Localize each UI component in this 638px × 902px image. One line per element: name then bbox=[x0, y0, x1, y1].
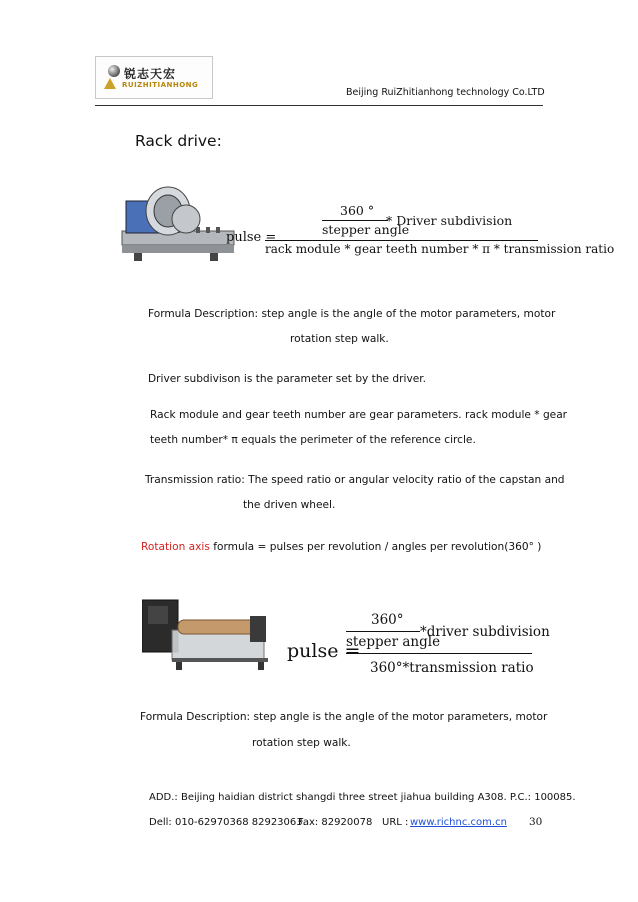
formula2-driver-subdivision: *driver subdivision bbox=[420, 624, 550, 640]
formula1-inner-fraction-bar bbox=[322, 220, 388, 221]
logo-arrow-icon bbox=[104, 78, 116, 89]
formula1-degrees: 360 ° bbox=[340, 203, 375, 218]
logo-english-name: RUIZHITIANHONG bbox=[122, 81, 199, 89]
footer-telephone: Dell: 010-62970368 82923063. bbox=[149, 817, 306, 828]
header-divider bbox=[95, 105, 543, 106]
formula1-driver-subdivision: * Driver subdivision bbox=[386, 213, 513, 228]
formula2-inner-fraction-bar bbox=[346, 631, 420, 632]
footer-url-label: URL : bbox=[382, 817, 409, 828]
formula1-lhs: pulse = bbox=[226, 230, 277, 245]
footer-address: ADD.: Beijing haidian district shangdi three street jiahua building A308. P.C.: 100085. bbox=[149, 792, 576, 803]
page-number: 30 bbox=[529, 816, 543, 828]
rotation-axis-formula bbox=[141, 541, 541, 553]
company-name: Beijing RuiZhitianhong technology Co.LTD bbox=[346, 87, 545, 98]
transmission-ratio-line1: Transmission ratio: The speed ratio or angular velocity ratio of the capstan and bbox=[145, 474, 565, 486]
description1-line2: rotation step walk. bbox=[290, 333, 389, 345]
section-heading: Rack drive: bbox=[135, 132, 222, 150]
driver-subdivision-text: Driver subdivison is the parameter set by the driver. bbox=[148, 373, 426, 385]
description2-line2: rotation step walk. bbox=[252, 737, 351, 749]
formula2-degrees: 360° bbox=[371, 612, 404, 628]
rotation-axis-label: Rotation axis bbox=[141, 541, 210, 553]
formula2-denominator: 360°*transmission ratio bbox=[370, 660, 534, 676]
footer-url-link[interactable]: www.richnc.com.cn bbox=[410, 817, 507, 828]
rack-module-line1: Rack module and gear teeth number are gear parameters. rack module * gear bbox=[150, 409, 568, 421]
description1-line1: Formula Description: step angle is the angle of the motor parameters, motor bbox=[148, 308, 556, 320]
company-logo bbox=[95, 56, 213, 99]
rack-module-line2: teeth number* π equals the perimeter of the reference circle. bbox=[150, 434, 476, 446]
transmission-ratio-line2: the driven wheel. bbox=[243, 499, 336, 511]
rack-drive-image bbox=[120, 183, 236, 263]
formula2-lhs: pulse = bbox=[287, 640, 361, 662]
logo-chinese-name: 锐志天宏 bbox=[124, 67, 177, 81]
formula1-main-fraction-bar bbox=[265, 240, 538, 241]
formula2-stepper-angle: stepper angle bbox=[346, 634, 441, 650]
rotation-axis-rest: formula = pulses per revolution / angles per revolution(360° ) bbox=[209, 541, 542, 553]
logo-ball-icon bbox=[108, 65, 120, 77]
rotation-axis-image bbox=[142, 596, 272, 670]
footer-fax: Fax: 82920078 bbox=[298, 817, 373, 828]
formula1-denominator: rack module * gear teeth number * π * transmission ratio bbox=[265, 242, 615, 256]
formula2-main-fraction-bar bbox=[346, 653, 532, 654]
description2-line1: Formula Description: step angle is the angle of the motor parameters, motor bbox=[140, 711, 548, 723]
formula1-stepper-angle: stepper angle bbox=[322, 222, 410, 237]
